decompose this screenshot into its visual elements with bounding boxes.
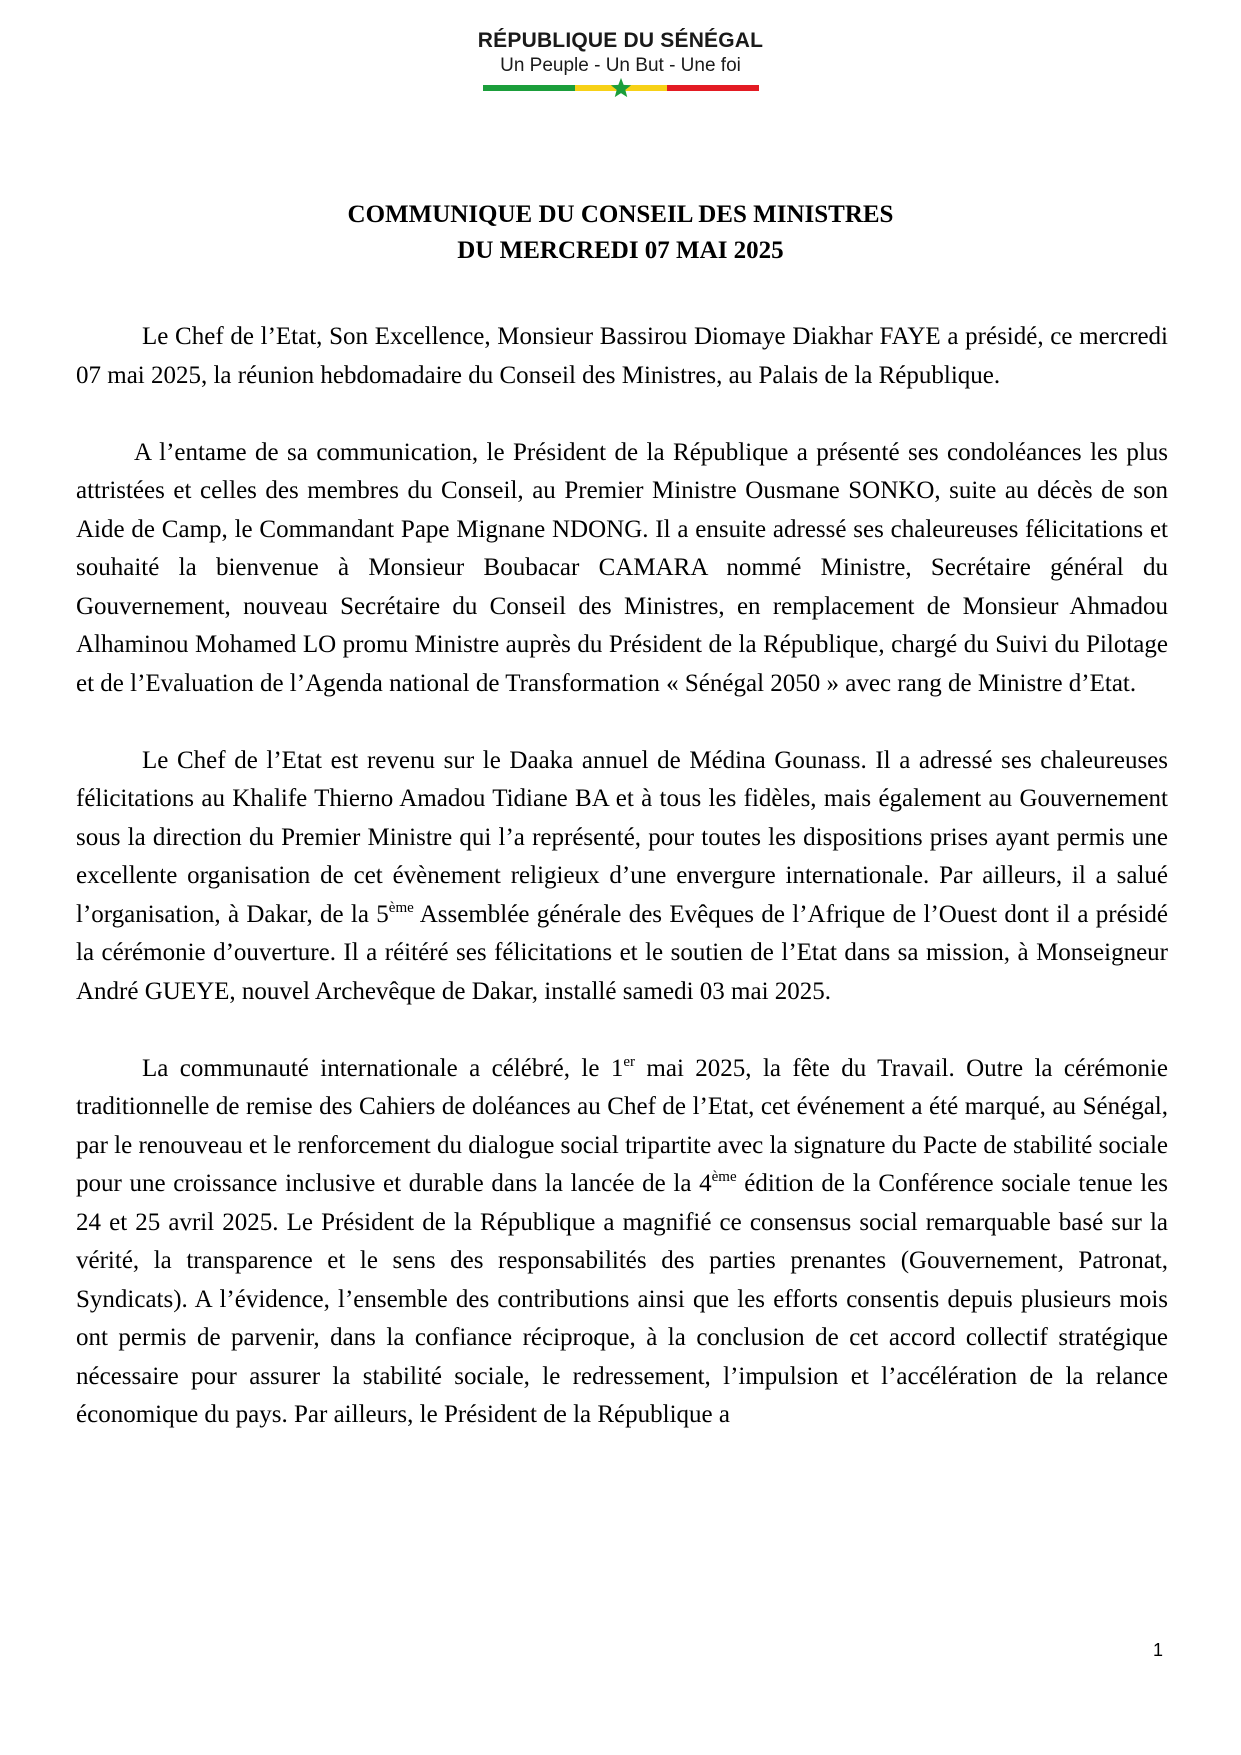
paragraph-4-text-c: édition de la Conférence sociale tenue les 24 et 25 avril 2025. Le Président de la République a magnifié ce consensus social remarquable basé sur la vérité, la transparence et le sens des responsabilités des parties prenantes (Gouvernement, Patronat, Syndicats). A l’évidence, l’ensemble des contributions ainsi que les efforts consentis depuis plusieurs mois ont permis de parvenir, dans la confiance réciproque, à la conclusion de cet accord collectif stratégique nécessaire pour assurer la stabilité sociale, le redressement, l’impulsion et l’accélération de la relance économique du pays. Par ailleurs, le Président de la République a <box>76 1170 1168 1428</box>
page-number: 1 <box>1152 1640 1163 1660</box>
paragraph-4-text-b: mai 2025, la fête du Travail. Outre la cérémonie traditionnelle de remise des Cahiers de doléances au Chef de l’Etat, cet événement a été marqué, au Sénégal, par le renouveau et le renforcement du dialogue social tripartite avec la signature du Pacte de stabilité sociale pour une croissance inclusive et durable dans la lancée de la 4 <box>76 1054 1168 1197</box>
paragraph-3-text-a: Le Chef de l’Etat est revenu sur le Daaka annuel de Médina Gounass. Il a adressé ses chaleureuses félicitations au Khalife Thierno Amadou Tidiane BA et à tous les fidèles, mais également au Gouvernement sous la direction du Premier Ministre qui l’a représenté, pour toutes les dispositions prises ayant permis une excellente organisation de cet évènement religieux d’une envergure internationale. Par ailleurs, il a salué l’organisation, à Dakar, de la 5 <box>76 746 1168 928</box>
national-motto: Un Peuple - Un But - Une foi <box>500 55 741 76</box>
paragraph-2: A l’entame de sa communication, le Président de la République a présenté ses condoléances les plus attristées et celles des membres du Conseil, au Premier Ministre Ousmane SONKO, suite au décès de son Aide de Camp, le Commandant Pape Mignane NDONG. Il a ensuite adressé ses chaleureuses félicitations et souhaité la bienvenue à Monsieur Boubacar CAMARA nommé Ministre, Secrétaire général du Gouvernement, nouveau Secrétaire du Conseil des Ministres, en remplacement de Monsieur Ahmadou Alhaminou Mohamed LO promu Ministre auprès du Président de la République, chargé du Suivi du Pilotage et de l’Evaluation de l’Agenda national de Transformation « Sénégal 2050 » avec rang de Ministre d’Etat. <box>76 438 1168 697</box>
flag-stripe-green <box>483 85 575 91</box>
paragraph-4-text-a: La communauté internationale a célébré, le 1 <box>142 1054 624 1082</box>
superscript: ème <box>711 1169 737 1185</box>
superscript: ème <box>388 899 414 916</box>
paragraph-1: Le Chef de l’Etat, Son Excellence, Monsieur Bassirou Diomaye Diakhar FAYE a présidé, ce mercredi 07 mai 2025, la réunion hebdomadaire du Conseil des Ministres, au Palais de la République. <box>76 323 1168 389</box>
communique-body <box>76 318 1168 1473</box>
paragraph-4 <box>76 1050 1168 1435</box>
title-line-2: DU MERCREDI 07 MAI 2025 <box>457 237 784 264</box>
republic-title: RÉPUBLIQUE DU SÉNÉGAL <box>477 29 764 52</box>
superscript: er <box>623 1053 636 1070</box>
letterhead <box>0 28 1241 97</box>
document-title <box>0 197 1241 269</box>
paragraph-3-text-b: Assemblée générale des Evêques de l’Afrique de l’Ouest dont il a présidé la cérémonie d’ouverture. Il a réitéré ses félicitations et le soutien de l’Etat dans sa mission, à Monseigneur André GUEYE, nouvel Archevêque de Dakar, installé samedi 03 mai 2025. <box>76 900 1168 1005</box>
paragraph-3 <box>76 742 1168 1012</box>
star-icon <box>610 77 632 99</box>
flag-bar <box>483 79 759 97</box>
title-line-1: COMMUNIQUE DU CONSEIL DES MINISTRES <box>347 201 894 228</box>
flag-stripe-red <box>667 85 759 91</box>
